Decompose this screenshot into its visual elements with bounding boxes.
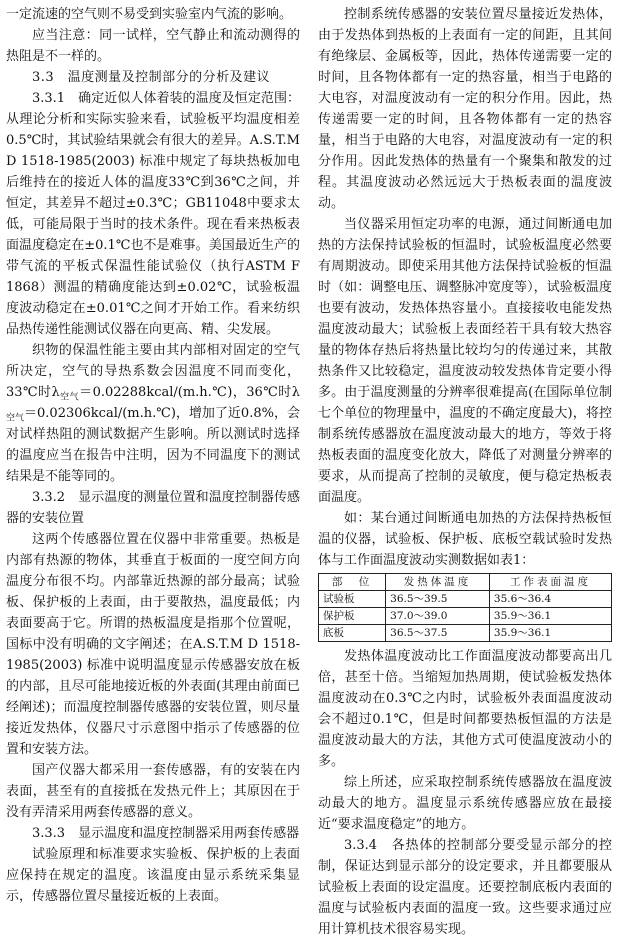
paragraph: 试验原理和标准要求实验板、保护板的上表面应保持在规定的温度。该温度由显示系统采集显示，传感器位置尽量接近板的上表面。 — [6, 847, 300, 904]
paragraph: 综上所述，应采取控制系统传感器放在温度波动最大的地方。温度显示系统传感器应放在最接近“要求温度稳定”的地方。 — [318, 775, 612, 832]
paragraph-3-3-1: 3.3.1 确定近似人体着装的温度及恒定范围：从理论分析和实际实验来看，试验板平均温度相差0.5℃时，其试验结果就会有很大的差异。A.S.T.M D 1518-1985(2003) 标准中规定了每块热板加电后维持在的接近人体的温度33℃到36℃之间，并恒定，其差异不超过±0.3℃；GB11048中要求太低，可能局限于当时的技术条件。现在看来热板表面温度稳定在±0.1℃也不是难事。美国最近生产的带气流的平板式保温性能试验仪（执行ASTM F 1868）测温的精确度能达到±0.02℃，试验板温度波动稳定在±0.01℃之间才开始工作。看来纺织品热传递性能测试仪器在向更高、精、尖发展。 — [6, 91, 300, 337]
table-row — [319, 591, 612, 608]
left-column — [6, 4, 300, 907]
table-cell: 35.9～36.1 — [489, 625, 611, 642]
table-cell: 底板 — [319, 625, 386, 642]
table-header-row — [319, 574, 612, 591]
right-column — [318, 4, 612, 940]
paragraph-3-3-4: 3.3.4 各热体的控制部分要受显示部分的控制，保证达到显示部分的设定要求，并且都要服从试验板上表面的设定温度。还要控制底板内表面的温度与试验板内表面的温度一致。这些要求通过应用计算机技术很容易实现。 — [318, 838, 612, 937]
table-cell: 36.5～39.5 — [386, 591, 490, 608]
table-cell: 35.6～36.4 — [489, 591, 611, 608]
table-row — [319, 608, 612, 625]
table-1 — [318, 573, 612, 642]
section-heading-3-3: 3.3 温度测量及控制部分的分析及建议 — [32, 70, 271, 85]
table-header: 发热体温度 — [386, 574, 490, 591]
table-cell: 36.5～37.5 — [386, 625, 490, 642]
table-row — [319, 625, 612, 642]
paragraph: 发热体温度波动比工作面温度波动都要高出几倍，甚至十倍。当缩短加热周期，使试验板发热体温度波动在0.3℃之内时，试验板外表面温度波动会不超过0.1℃，但是时间都要热板恒温的方法是温度波动最大的方法，其他方式可使温度波动小的多。 — [318, 649, 612, 769]
paragraph-air-conductivity: 织物的保温性能主要由其内部相对固定的空气所决定，空气的导热系数会因温度不同而变化，33℃时$\lambda_{空气}=0.02288kcal/(m.h.℃)$，36℃时$\lambda_{空气}=0.02306kcal/(m.h.℃)$，增加了近0.8%，会对试样热阻的测试数据产生影响。所以测试时选择的温度应当在报告中注明，因为不同温度下的测试结果是不能等同的。 — [6, 343, 300, 484]
subsection-heading-3-3-3: 3.3.3 显示温度和温度控制器采用两套传感器 — [32, 826, 300, 841]
paragraph: 应当注意：同一试样，空气静止和流动测得的热阻是不一样的。 — [6, 28, 300, 64]
subsection-heading-3-3-2: 3.3.2 显示温度的测量位置和温度控制器传感器的安装位置 — [6, 490, 300, 526]
table-cell: 试验板 — [319, 591, 386, 608]
table-cell: 保护板 — [319, 608, 386, 625]
paragraph: 当仪器采用恒定功率的电源，通过间断通电加热的方法保持试验板的恒温时，试验板温度必然要有周期波动。即使采用其他方法保持试验板的恒温时（如：调整电压、调整脉冲宽度等），试验板温度也要有波动，发热体热容量小。直接接收电能发热温度波动最大；试验板上表面经若干具有较大热容量的物体存热后将热量比较均匀的传递过来，其散热条件又比较稳定，温度波动较发热体肯定要小得多。由于温度测量的分辨率很难提高(在国际单位制七个单位的物理量中，温度的不确定度最大)，将控制系统传感器放在温度波动最大的地方，等效于将热板表面的温度变化放大，降低了对测量分辨率的要求，从而提高了控制的灵敏度，便与稳定热板表面温度。 — [318, 217, 612, 505]
table-cell: 37.0～39.0 — [386, 608, 490, 625]
paragraph: 国产仪器大都采用一套传感器，有的安装在内表面，甚至有的直接抵在发热元件上；其原因在于没有弄清采用两套传感器的意义。 — [6, 763, 300, 820]
paragraph: 如：某台通过间断通电加热的方法保持热板恒温的仪器，试验板、保护板、底板空载试验时发热体与工作面温度波动实测数据如表1： — [318, 511, 612, 568]
table-cell: 35.9～36.1 — [489, 608, 611, 625]
paragraph: 控制系统传感器的安装位置尽量接近发热体，由于发热体到热板的上表面有一定的间距，且其间有绝缘层、金属板等，因此，热体传递需要一定的时间，且各物体都有一定的热容量，相当于电路的大电容，对温度波动有一定的积分作用。因此，热传递需要一定的时间，且各物体都有一定的热容量，相当于电路的大电容，对温度波动有一定的积分作用。因此发热体的热量有一个聚集和散发的过程。其温度波动必然远远大于热板表面的温度波动。 — [318, 7, 612, 211]
table-header: 部 位 — [319, 574, 386, 591]
table-header: 工作表面温度 — [489, 574, 611, 591]
paragraph: 这两个传感器位置在仪器中非常重要。热板是内部有热源的物体，其垂直于板面的一度空间方向温度分布很不均。内部靠近热源的部分最高；试验板、保护板的上表面，由于要散热，温度最低；内表面要高于它。所谓的热板温度是指那个位置呢，国标中没有明确的文字阐述；在A.S.T.M D 1518-1985(2003) 标准中说明温度显示传感器安放在板的内部，且尽可能地接近板的外表面(其理由前面已经阐述)；而温度控制器传感器的安装位置，则尽量接近发热体，仪器尺寸示意图中指示了传感器的位置和安装方法。 — [6, 532, 300, 757]
paragraph: 一定流速的空气则不易受到实验室内气流的影响。 — [6, 7, 293, 22]
